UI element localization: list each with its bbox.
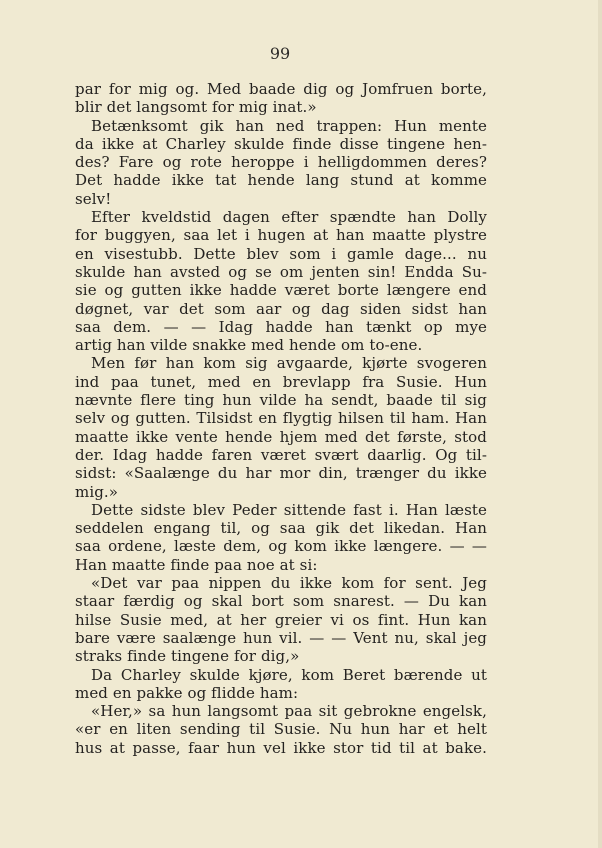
- text-line: mig.»: [75, 482, 119, 501]
- text-line: selv!: [75, 189, 112, 208]
- text-line: blir det langsomt for mig inat.»: [75, 98, 317, 117]
- text-line: «Det var paa nippen du ikke kom for sent. Jeg: [91, 574, 487, 593]
- text-line: hilse Susie med, at her greier vi os fint. Hun kan: [75, 610, 487, 629]
- text-line: artig han vilde snakke med hende om to-ene.: [75, 336, 423, 355]
- text-line: døgnet, var det som aar og dag siden sidst han: [75, 299, 487, 318]
- text-line: nævnte flere ting hun vilde ha sendt, baade til sig: [75, 391, 487, 410]
- text-line: selv og gutten. Tilsidst en flygtig hilsen til ham. Han: [75, 409, 487, 428]
- text-line: staar færdig og skal bort som snarest. — Du kan: [75, 592, 487, 611]
- text-line: seddelen engang til, og saa gik det likedan. Han: [75, 519, 487, 538]
- page-number: 99: [269, 44, 291, 63]
- text-line: saa dem. — — Idag hadde han tænkt op mye: [75, 317, 487, 336]
- text-line: des? Fare og rote heroppe i helligdommen deres?: [75, 153, 487, 172]
- text-line: en visestubb. Dette blev som i gamle dage... nu: [75, 244, 487, 263]
- page-edge: [598, 0, 602, 848]
- text-line: «er en liten sending til Susie. Nu hun har et helt: [75, 720, 487, 739]
- text-line: «Her,» sa hun langsomt paa sit gebrokne engelsk,: [91, 702, 487, 721]
- text-line: Efter kveldstid dagen efter spændte han Dolly: [91, 208, 487, 227]
- text-line: Dette sidste blev Peder sittende fast i. Han læste: [91, 500, 487, 519]
- text-line: maatte ikke vente hende hjem med det første, stod: [75, 427, 487, 446]
- text-line: for buggyen, saa let i hugen at han maatte plystre: [75, 226, 487, 245]
- text-line: ind paa tunet, med en brevlapp fra Susie. Hun: [75, 372, 487, 391]
- text-line: Han maatte finde paa noe at si:: [75, 555, 318, 574]
- text-line: straks finde tingene for dig,»: [75, 647, 300, 666]
- text-line: med en pakke og flidde ham:: [75, 683, 299, 702]
- text-line: der. Idag hadde faren været svært daarlig. Og til-: [75, 445, 487, 464]
- text-line: da ikke at Charley skulde finde disse tingene hen-: [75, 134, 487, 153]
- text-line: Men før han kom sig avgaarde, kjørte svogeren: [91, 354, 487, 373]
- text-line: par for mig og. Med baade dig og Jomfruen borte,: [75, 80, 487, 98]
- text-line: Da Charley skulde kjøre, kom Beret bærende ut: [91, 665, 487, 684]
- text-line: hus at passe, faar hun vel ikke stor tid til at bake.: [75, 738, 487, 757]
- page-text: [75, 80, 487, 757]
- text-line: Betænksomt gik han ned trappen: Hun mente: [91, 116, 487, 135]
- text-line: sidst: «Saalænge du har mor din, trænger du ikke: [75, 464, 487, 483]
- text-line: sie og gutten ikke hadde været borte længere end: [75, 281, 487, 300]
- text-line: Det hadde ikke tat hende lang stund at komme: [75, 171, 487, 190]
- text-line: skulde han avsted og se om jenten sin! Endda Su-: [75, 262, 487, 281]
- text-line: saa ordene, læste dem, og kom ikke længere. — —: [75, 537, 487, 556]
- text-line: bare være saalænge hun vil. — — Vent nu, skal jeg: [75, 628, 487, 647]
